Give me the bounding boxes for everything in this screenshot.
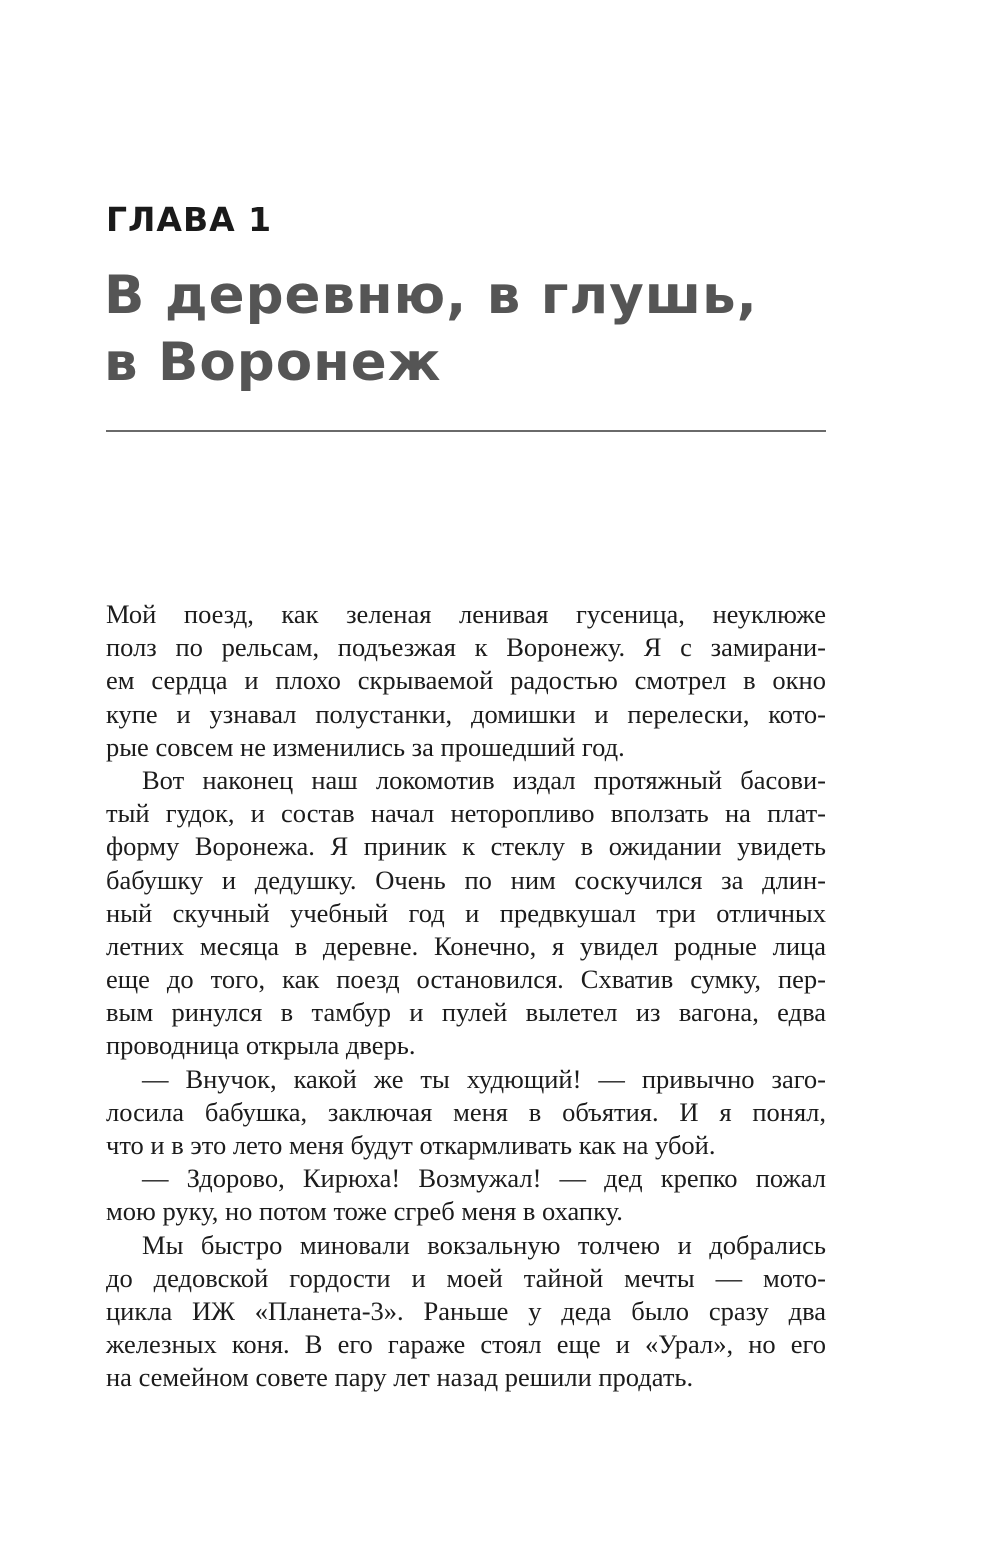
text-line: — Здорово, Кирюха! Возмужал! — дед крепко пожал xyxy=(142,1163,826,1194)
text-line: полз по рельсам, подъезжая к Воронежу. Я с замирани- xyxy=(106,632,826,663)
chapter-title-line: в Воронеж xyxy=(104,332,442,393)
text-line: Вот наконец наш локомотив издал протяжный басови- xyxy=(142,764,826,795)
paragraph xyxy=(106,1162,826,1228)
text-line: ный скучный учебный год и предвкушал три отличных xyxy=(106,897,826,928)
text-line: на семейном совете пару лет назад решили продать. xyxy=(106,1362,694,1393)
chapter-title xyxy=(104,262,758,396)
text-line: рые совсем не изменились за прошедший год. xyxy=(106,731,625,762)
text-line: лосила бабушка, заключая меня в объятия. И я понял, xyxy=(106,1096,826,1127)
text-line: — Внучок, какой же ты худющий! — привычно заго- xyxy=(142,1063,826,1094)
paragraph xyxy=(106,1063,826,1163)
text-line: еще до того, как поезд остановился. Схватив сумку, пер- xyxy=(106,964,826,995)
text-line: вым ринулся в тамбур и пулей вылетел из вагона, едва xyxy=(106,997,826,1028)
chapter-label: ГЛАВА 1 xyxy=(106,200,273,239)
paragraph xyxy=(106,764,826,1063)
text-line: летних месяца в деревне. Конечно, я увидел родные лица xyxy=(106,930,826,961)
text-line: форму Воронежа. Я приник к стеклу в ожидании увидеть xyxy=(106,831,826,862)
text-line: железных коня. В его гараже стоял еще и «Урал», но его xyxy=(106,1329,826,1360)
text-line: Мы быстро миновали вокзальную толчею и добрались xyxy=(142,1229,826,1260)
paragraph xyxy=(106,1229,826,1395)
text-line: бабушку и дедушку. Очень по ним соскучился за длин- xyxy=(106,864,826,895)
text-line: Мой поезд, как зеленая ленивая гусеница, неуклюже xyxy=(106,599,826,629)
text-line: ем сердца и плохо скрываемой радостью смотрел в окно xyxy=(106,665,826,696)
text-line: проводница открыла дверь. xyxy=(106,1030,416,1061)
paragraph xyxy=(106,598,826,764)
text-line: до дедовской гордости и моей тайной мечты — мото- xyxy=(106,1262,826,1293)
chapter-body xyxy=(106,598,826,1395)
title-divider xyxy=(106,430,826,432)
text-line: мою руку, но потом тоже сгреб меня в охапку. xyxy=(106,1196,623,1227)
chapter-title-line: В деревню, в глушь, xyxy=(104,265,758,326)
text-line: тый гудок, и состав начал неторопливо вползать на плат- xyxy=(106,798,826,829)
text-line: цикла ИЖ «Планета-3». Раньше у деда было сразу два xyxy=(106,1295,826,1326)
text-line: купе и узнавал полустанки, домишки и перелески, кото- xyxy=(106,698,826,729)
text-line: что и в это лето меня будут откармливать как на убой. xyxy=(106,1130,716,1160)
